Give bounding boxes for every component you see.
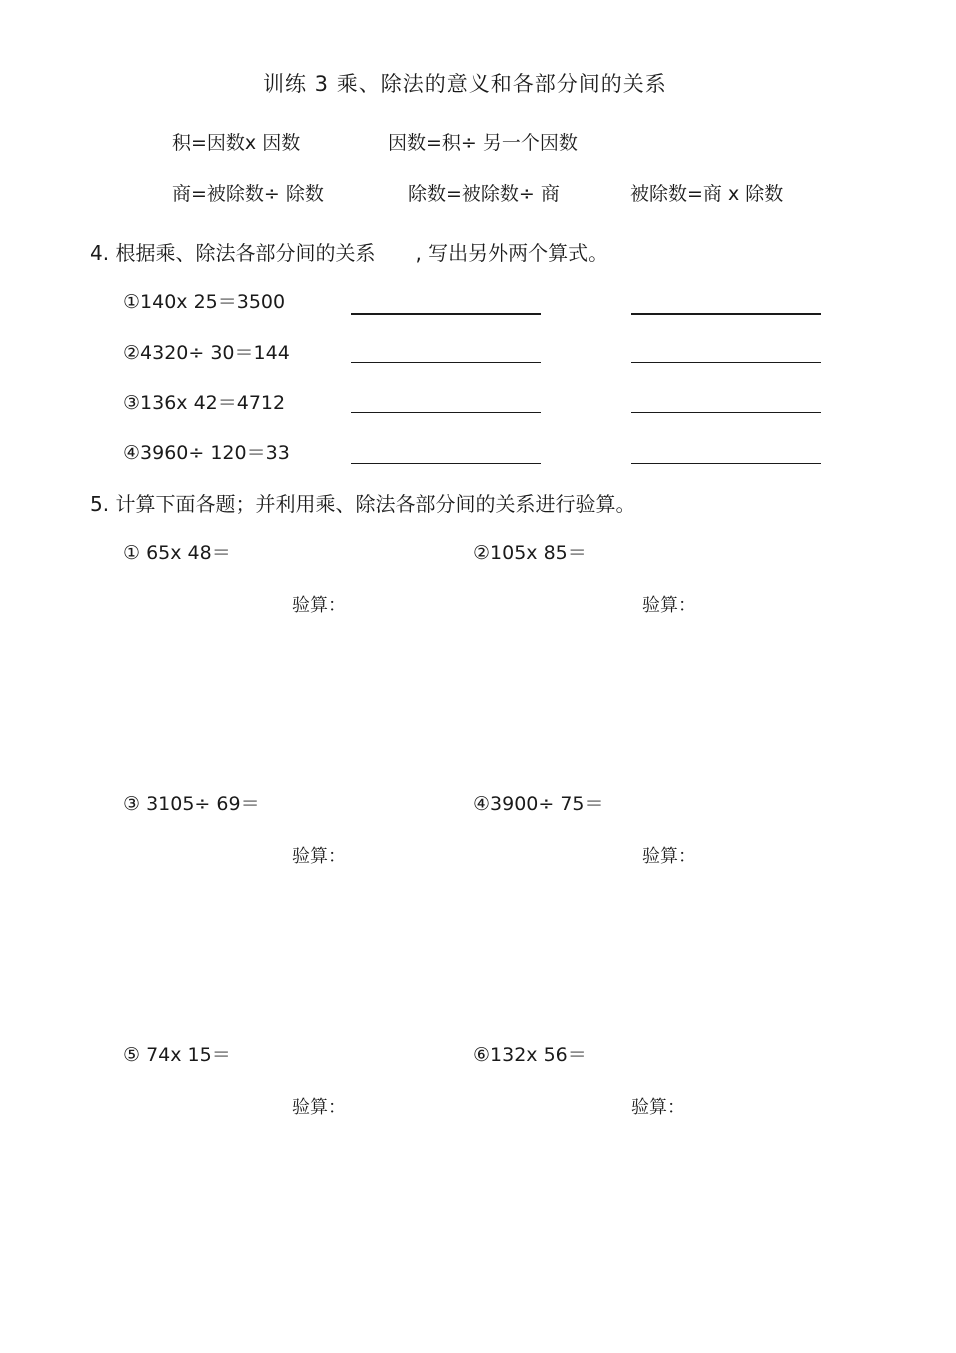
q4-item-4-blank-1[interactable] [351,463,541,464]
question-5-prompt: 5. 计算下面各题；并利用乘、除法各部分间的关系进行验算。 [90,492,636,516]
q5-problem-6: ⑥132x 56＝ [473,1044,587,1066]
q4-item-3: ③136x 42＝4712 [123,392,286,414]
q5-problem-2: ②105x 85＝ [473,542,587,564]
formula-quotient: 商=被除数÷ 除数 [172,183,324,205]
q4-item-4: ④3960÷ 120＝33 [123,442,290,464]
q4-item-1: ①140x 25＝3500 [123,291,286,313]
q5-problem-1: ① 65x 48＝ [123,542,231,564]
formula-dividend: 被除数=商 x 除数 [630,183,784,205]
q4-item-3-blank-1[interactable] [351,412,541,413]
q5-problem-1-check-label: 验算： [292,595,346,616]
q5-problem-4: ④3900÷ 75＝ [473,793,604,815]
q5-problem-3: ③ 3105÷ 69＝ [123,793,260,815]
q4-item-3-blank-2[interactable] [631,412,821,413]
q4-item-4-blank-2[interactable] [631,463,821,464]
q5-problem-3-check-label: 验算： [292,846,346,867]
formula-factor: 因数=积÷ 另一个因数 [388,132,578,154]
q4-item-2: ②4320÷ 30＝144 [123,342,290,364]
q5-problem-4-check-label: 验算： [642,846,696,867]
q4-item-2-blank-2[interactable] [631,362,821,363]
q4-item-2-blank-1[interactable] [351,362,541,363]
q4-item-1-blank-2[interactable] [631,313,821,315]
q4-item-1-blank-1[interactable] [351,313,541,315]
page-title: 训练 3 乘、除法的意义和各部分间的关系 [263,72,667,96]
question-4-prompt: 4. 根据乘、除法各部分间的关系 , 写出另外两个算式。 [90,241,609,265]
q5-problem-5: ⑤ 74x 15＝ [123,1044,231,1066]
q5-problem-2-check-label: 验算： [642,595,696,616]
formula-product: 积=因数x 因数 [172,132,301,154]
q5-problem-6-check-label: 验算： [631,1097,685,1118]
q5-problem-5-check-label: 验算： [292,1097,346,1118]
formula-divisor: 除数=被除数÷ 商 [408,183,560,205]
